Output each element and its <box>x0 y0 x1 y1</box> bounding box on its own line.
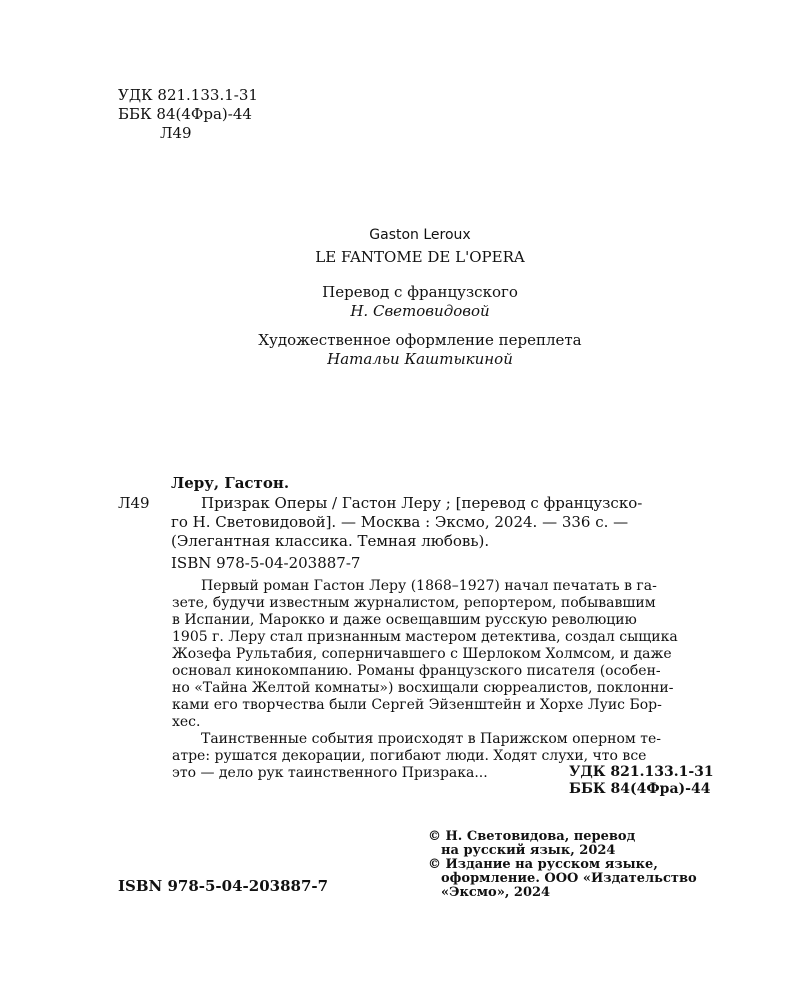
author-heading: Леру, Гастон. <box>171 474 290 492</box>
annotation-line: в Испании, Марокко и даже освещавшим русскую революцию <box>172 612 637 628</box>
copyright-line: «Эксмо», 2024 <box>441 885 551 900</box>
isbn-bottom: ISBN 978-5-04-203887-7 <box>118 877 329 895</box>
annotation <box>172 578 678 782</box>
copyright-line: © Н. Световидова, перевод <box>428 829 636 844</box>
original-title: LE FANTOME DE L'OPERA <box>315 248 525 266</box>
annotation-line: 1905 г. Леру стал признанным мастером детектива, создал сыщика <box>172 629 678 645</box>
udk-code: УДК 821.133.1-31 <box>118 86 258 104</box>
bbk-code: ББК 84(4Фра)-44 <box>569 781 711 797</box>
annotation-line: ками его творчества были Сергей Эйзенштейн и Хорхе Луис Бор- <box>172 697 662 713</box>
annotation-line: Жозефа Рультабия, соперничавшего с Шерлоком Холмсом, и даже <box>172 646 672 662</box>
description-body <box>171 494 643 551</box>
copyright-line: оформление. ООО «Издательство <box>441 871 697 886</box>
annotation-line: это — дело рук таинственного Призрака... <box>172 765 488 781</box>
copyright-block <box>428 829 697 899</box>
copyright-line: © Издание на русском языке, <box>428 857 658 872</box>
description-line: го Н. Световидовой]. — Москва : Эксмо, 2024. — 336 с. — <box>171 513 629 531</box>
description-line: (Элегантная классика. Темная любовь). <box>171 532 490 550</box>
bbk-code: ББК 84(4Фра)-44 <box>118 105 252 123</box>
annotation-line: основал кинокомпанию. Романы французского писателя (особен- <box>172 663 661 679</box>
annotation-line: Первый роман Гастон Леру (1868–1927) начал печатать в га- <box>201 578 657 594</box>
classification-block-top <box>118 86 258 143</box>
designer-name: Натальи Каштыкиной <box>327 350 513 368</box>
isbn-line: ISBN 978-5-04-203887-7 <box>171 554 361 572</box>
classification-block-bottom <box>569 764 714 798</box>
annotation-line: но «Тайна Желтой комнаты») восхищали сюрреалистов, поклонни- <box>172 680 674 696</box>
annotation-line: Таинственные события происходят в Парижском оперном те- <box>201 731 661 747</box>
original-author: Gaston Leroux <box>369 227 471 243</box>
copyright-line: на русский язык, 2024 <box>441 843 616 858</box>
author-mark-code: Л49 <box>118 494 150 512</box>
annotation-line: хес. <box>172 714 201 730</box>
translator-name: Н. Световидовой <box>350 302 490 320</box>
design-label: Художественное оформление переплета <box>258 331 582 349</box>
udk-code: УДК 821.133.1-31 <box>569 764 714 780</box>
description-line: Призрак Оперы / Гастон Леру ; [перевод с французско- <box>201 494 643 512</box>
author-mark: Л49 <box>160 124 192 142</box>
annotation-line: зете, будучи известным журналистом, репортером, побывавшим <box>172 595 656 611</box>
annotation-line: атре: рушатся декорации, погибают люди. Ходят слухи, что все <box>172 748 647 764</box>
title-block <box>0 226 800 369</box>
translation-label: Перевод с французского <box>322 283 518 301</box>
